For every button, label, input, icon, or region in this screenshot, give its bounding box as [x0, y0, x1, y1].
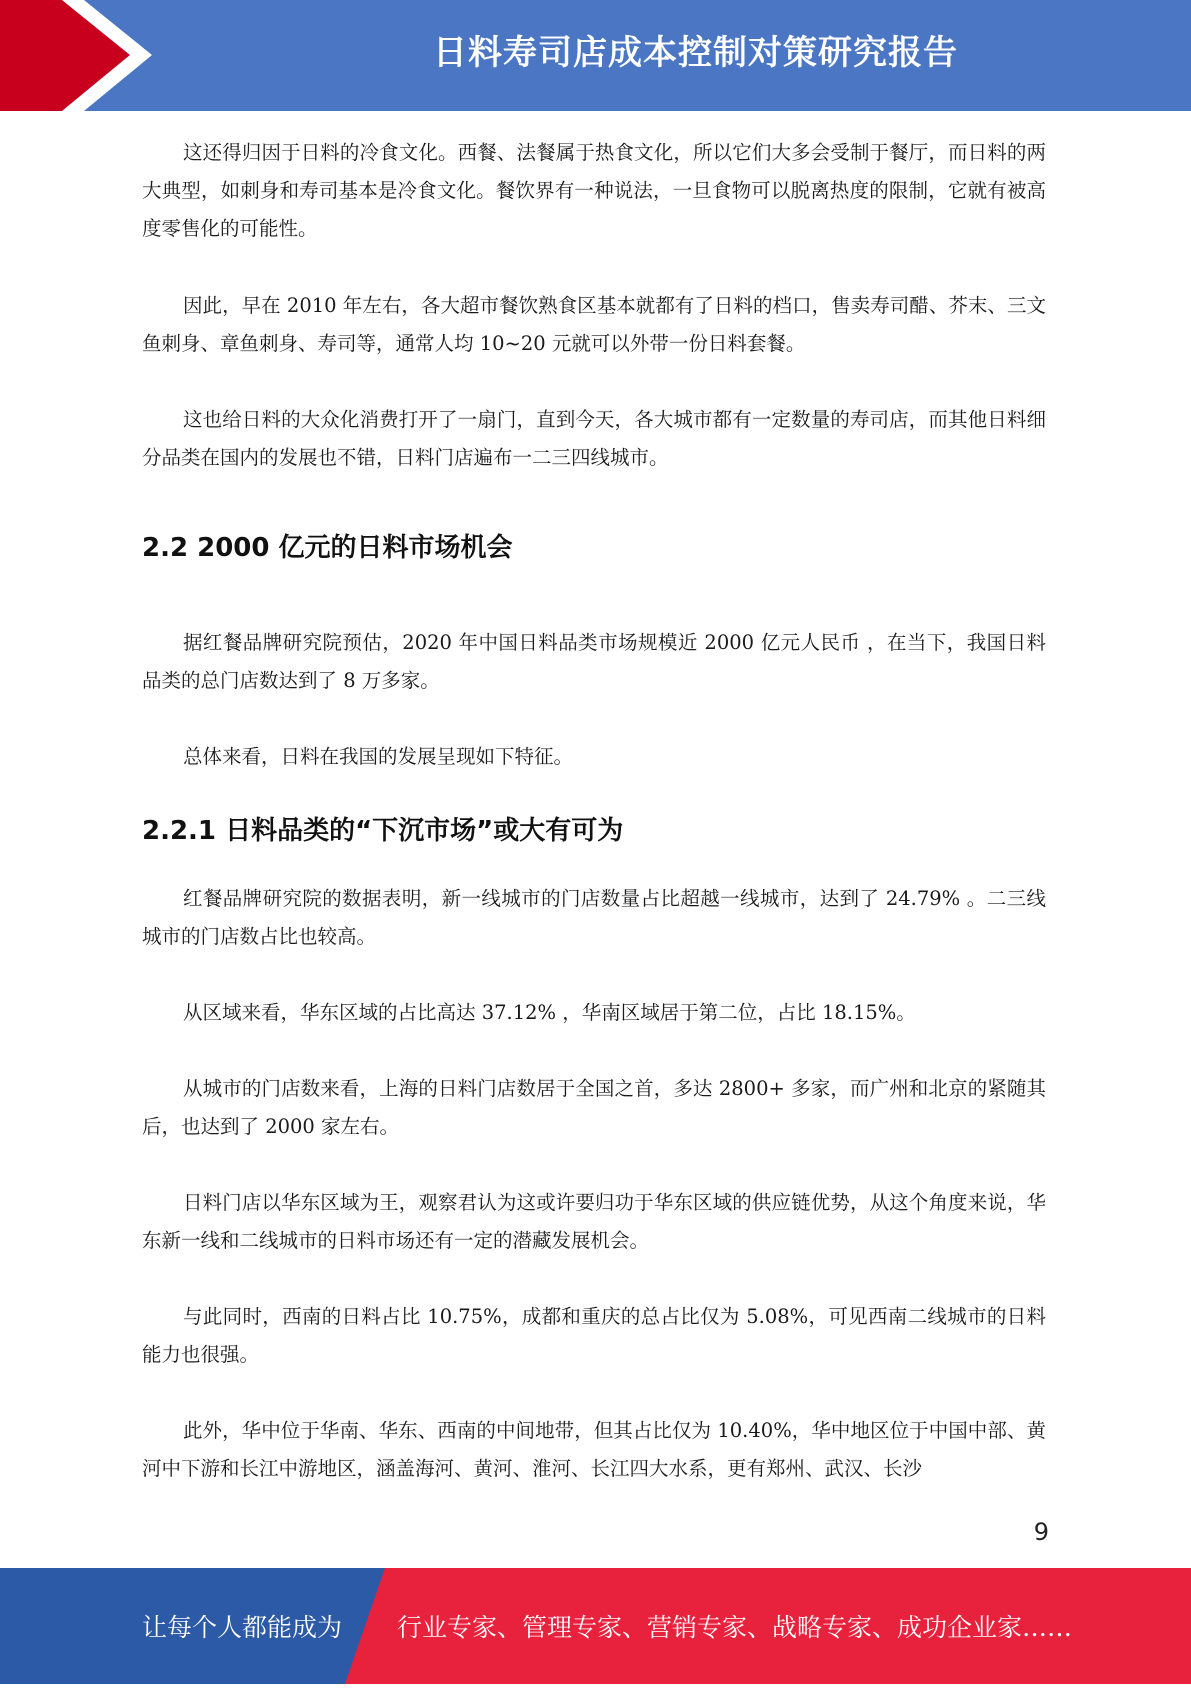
paragraph: 从城市的门店数来看，上海的日料门店数居于全国之首，多达 2800+ 多家，而广州和北京的紧随其后，也达到了 2000 家左右。	[142, 1077, 1046, 1138]
page-footer	[0, 1568, 1191, 1684]
page-number: 9	[1033, 1518, 1049, 1546]
subsection-heading: 2.2.1 日料品类的“下沉市场”或大有可为	[142, 816, 624, 846]
footer-slogan-left: 让每个人都能成为	[142, 1613, 343, 1642]
paragraph: 这还得归因于日料的冷食文化。西餐、法餐属于热食文化，所以它们大多会受制于餐厅，而日料的两大典型，如刺身和寿司基本是冷食文化。餐饮界有一种说法，一旦食物可以脱离热度的限制，它就有被高度零售化的可能性。	[142, 141, 1046, 240]
paragraph: 此外，华中位于华南、华东、西南的中间地带，但其占比仅为 10.40%，华中地区位于中国中部、黄河中下游和长江中游地区，涵盖海河、黄河、淮河、长江四大水系，更有郑州、武汉、长沙	[142, 1419, 1046, 1480]
paragraph: 红餐品牌研究院的数据表明，新一线城市的门店数量占比超越一线城市，达到了 24.79% 。二三线城市的门店数占比也较高。	[142, 887, 1046, 948]
section-heading: 2.2 2000 亿元的日料市场机会	[142, 533, 513, 563]
paragraph: 这也给日料的大众化消费打开了一扇门，直到今天，各大城市都有一定数量的寿司店，而其他日料细分品类在国内的发展也不错，日料门店遍布一二三四线城市。	[142, 408, 1046, 469]
paragraph: 据红餐品牌研究院预估，2020 年中国日料品类市场规模近 2000 亿元人民币 ，在当下，我国日料品类的总门店数达到了 8 万多家。	[142, 631, 1046, 692]
page-content	[142, 134, 1046, 1488]
paragraph: 与此同时，西南的日料占比 10.75%，成都和重庆的总占比仅为 5.08%，可见西南二线城市的日料能力也很强。	[142, 1305, 1046, 1366]
paragraph: 因此，早在 2010 年左右，各大超市餐饮熟食区基本就都有了日料的档口，售卖寿司醋、芥末、三文鱼刺身、章鱼刺身、寿司等，通常人均 10~20 元就可以外带一份日料套餐。	[142, 294, 1046, 355]
document-title: 日料寿司店成本控制对策研究报告	[433, 33, 958, 73]
header-arrow-icon	[0, 0, 200, 111]
page-header	[0, 0, 1191, 111]
paragraph: 从区域来看，华东区域的占比高达 37.12% ，华南区域居于第二位，占比 18.15%。	[183, 1001, 916, 1024]
footer-slogan-right: 行业专家、管理专家、营销专家、战略专家、成功企业家……	[397, 1613, 1073, 1642]
paragraph: 日料门店以华东区域为王，观察君认为这或许要归功于华东区域的供应链优势，从这个角度来说，华东新一线和二线城市的日料市场还有一定的潜藏发展机会。	[142, 1191, 1046, 1252]
paragraph: 总体来看，日料在我国的发展呈现如下特征。	[183, 745, 574, 768]
